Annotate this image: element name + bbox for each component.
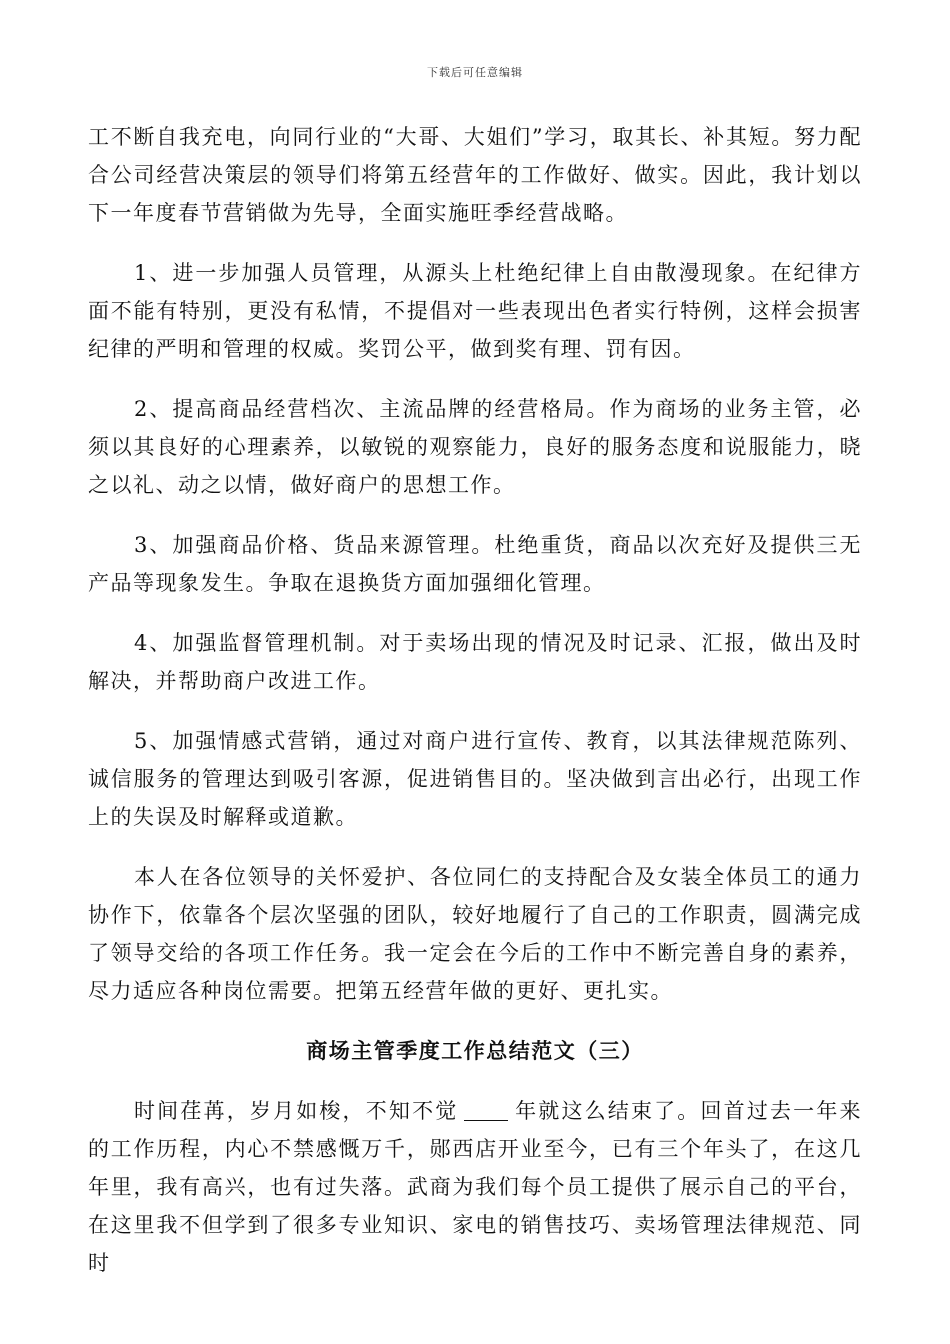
paragraph-continuation: 工不断自我充电，向同行业的“大哥、大姐们”学习，取其长、补其短。努力配合公司经营决策层的领导们将第五经营年的工作做好、做实。因此，我计划以下一年度春节营销做为先导，全面实施旺季经营战略。 <box>88 125 862 225</box>
paragraph-item-5: 5、加强情感式营销，通过对商户进行宣传、教育，以其法律规范陈列、诚信服务的管理达到吸引客源，促进销售目的。坚决做到言出必行，出现工作上的失误及时解释或道歉。 <box>88 729 862 829</box>
page-header: 下载后可任意编辑 <box>427 66 523 79</box>
paragraph-intro <box>88 1092 862 1282</box>
document-body <box>88 118 862 1304</box>
section-title: 商场主管季度工作总结范文（三） <box>306 1038 644 1063</box>
intro-text-start: 时间荏苒，岁月如梭，不知不觉 <box>134 1099 459 1123</box>
paragraph-item-4: 4、加强监督管理机制。对于卖场出现的情况及时记录、汇报，做出及时解决，并帮助商户改进工作。 <box>88 631 862 693</box>
paragraph-item-1: 1、进一步加强人员管理，从源头上杜绝纪律上自由散漫现象。在纪律方面不能有特别，更没有私情，不提倡对一些表现出色者实行特例，这样会损害纪律的严明和管理的权威。奖罚公平，做到奖有理、罚有因。 <box>88 261 862 361</box>
paragraph-item-3: 3、加强商品价格、货品来源管理。杜绝重货，商品以次充好及提供三无产品等现象发生。争取在退换货方面加强细化管理。 <box>88 533 862 595</box>
paragraph-item-2: 2、提高商品经营档次、主流品牌的经营格局。作为商场的业务主管，必须以其良好的心理素养，以敏锐的观察能力，良好的服务态度和说服能力，晓之以礼、动之以情，做好商户的思想工作。 <box>88 397 862 497</box>
fill-in-blank <box>464 1100 508 1121</box>
intro-text-rest: 年就这么结束了。回首过去一年来的工作历程，内心不禁感慨万千，郧西店开业至今，已有三个年头了，在这几年里，我有高兴，也有过失落。武商为我们每个员工提供了展示自己的平台，在这里我不但学到了很多专业知识、家电的销售技巧、卖场管理法律规范、同时 <box>88 1099 863 1275</box>
paragraph-summary: 本人在各位领导的关怀爱护、各位同仁的支持配合及女装全体员工的通力协作下，依靠各个层次坚强的团队，较好地履行了自己的工作职责，圆满完成了领导交给的各项工作任务。我一定会在今后的工作中不断完善自身的素养，尽力适应各种岗位需要。把第五经营年做的更好、更扎实。 <box>88 865 862 1003</box>
